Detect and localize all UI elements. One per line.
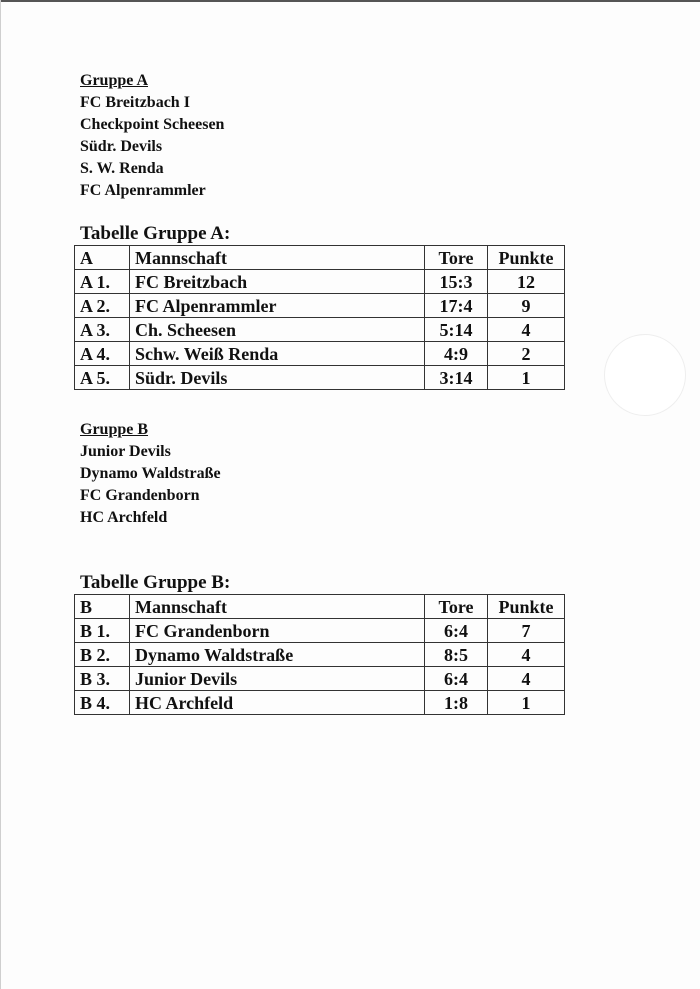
table-row	[75, 318, 565, 342]
cell-team: Ch. Scheesen	[130, 318, 425, 342]
table-header-row	[75, 246, 565, 270]
cell-goals: 4:9	[425, 342, 488, 366]
cell-points: 4	[488, 667, 565, 691]
standings-table-b	[74, 594, 565, 715]
header-goals: Tore	[425, 246, 488, 270]
header-points: Punkte	[488, 246, 565, 270]
table-row	[75, 619, 565, 643]
table-row	[75, 643, 565, 667]
group-b-team: HC Archfeld	[80, 509, 168, 526]
punch-hole-mark	[604, 334, 686, 416]
cell-position: B 2.	[75, 643, 130, 667]
cell-team: HC Archfeld	[130, 691, 425, 715]
cell-position: A 5.	[75, 366, 130, 390]
cell-team: Dynamo Waldstraße	[130, 643, 425, 667]
group-b-team: Junior Devils	[80, 443, 171, 460]
table-header-row	[75, 595, 565, 619]
header-team: Mannschaft	[130, 246, 425, 270]
cell-points: 12	[488, 270, 565, 294]
cell-position: A 4.	[75, 342, 130, 366]
cell-points: 1	[488, 691, 565, 715]
group-a-team: Südr. Devils	[80, 138, 163, 155]
cell-goals: 5:14	[425, 318, 488, 342]
group-a-team: S. W. Renda	[80, 160, 164, 177]
cell-team: Schw. Weiß Renda	[130, 342, 425, 366]
cell-goals: 15:3	[425, 270, 488, 294]
cell-points: 9	[488, 294, 565, 318]
cell-team: FC Grandenborn	[130, 619, 425, 643]
table-row	[75, 342, 565, 366]
scan-edge-left	[0, 0, 1, 989]
table-row	[75, 270, 565, 294]
header-goals: Tore	[425, 595, 488, 619]
cell-position: A 3.	[75, 318, 130, 342]
group-a-team: FC Alpenrammler	[80, 182, 206, 199]
cell-points: 4	[488, 643, 565, 667]
cell-team: FC Alpenrammler	[130, 294, 425, 318]
cell-goals: 6:4	[425, 667, 488, 691]
cell-points: 1	[488, 366, 565, 390]
cell-points: 2	[488, 342, 565, 366]
table-row	[75, 667, 565, 691]
table-b-title: Tabelle Gruppe B:	[80, 572, 231, 593]
cell-team: Südr. Devils	[130, 366, 425, 390]
cell-goals: 17:4	[425, 294, 488, 318]
cell-goals: 6:4	[425, 619, 488, 643]
table-row	[75, 366, 565, 390]
cell-points: 7	[488, 619, 565, 643]
header-team: Mannschaft	[130, 595, 425, 619]
group-a-team: Checkpoint Scheesen	[80, 116, 225, 133]
cell-position: A 1.	[75, 270, 130, 294]
group-a-title: Gruppe A	[80, 72, 149, 89]
cell-position: B 1.	[75, 619, 130, 643]
cell-points: 4	[488, 318, 565, 342]
standings-table-a	[74, 245, 565, 390]
cell-team: FC Breitzbach	[130, 270, 425, 294]
group-a-team: FC Breitzbach I	[80, 94, 190, 111]
header-position: A	[75, 246, 130, 270]
cell-goals: 8:5	[425, 643, 488, 667]
header-points: Punkte	[488, 595, 565, 619]
header-position: B	[75, 595, 130, 619]
cell-position: A 2.	[75, 294, 130, 318]
group-b-team: Dynamo Waldstraße	[80, 465, 221, 482]
group-b-title: Gruppe B	[80, 421, 149, 438]
cell-team: Junior Devils	[130, 667, 425, 691]
cell-goals: 1:8	[425, 691, 488, 715]
group-b-list	[80, 419, 221, 529]
group-a-list	[80, 70, 224, 202]
table-row	[75, 294, 565, 318]
cell-position: B 4.	[75, 691, 130, 715]
cell-position: B 3.	[75, 667, 130, 691]
table-a-title: Tabelle Gruppe A:	[80, 223, 231, 244]
group-b-team: FC Grandenborn	[80, 487, 200, 504]
table-row	[75, 691, 565, 715]
cell-goals: 3:14	[425, 366, 488, 390]
scan-edge-top	[0, 0, 700, 2]
